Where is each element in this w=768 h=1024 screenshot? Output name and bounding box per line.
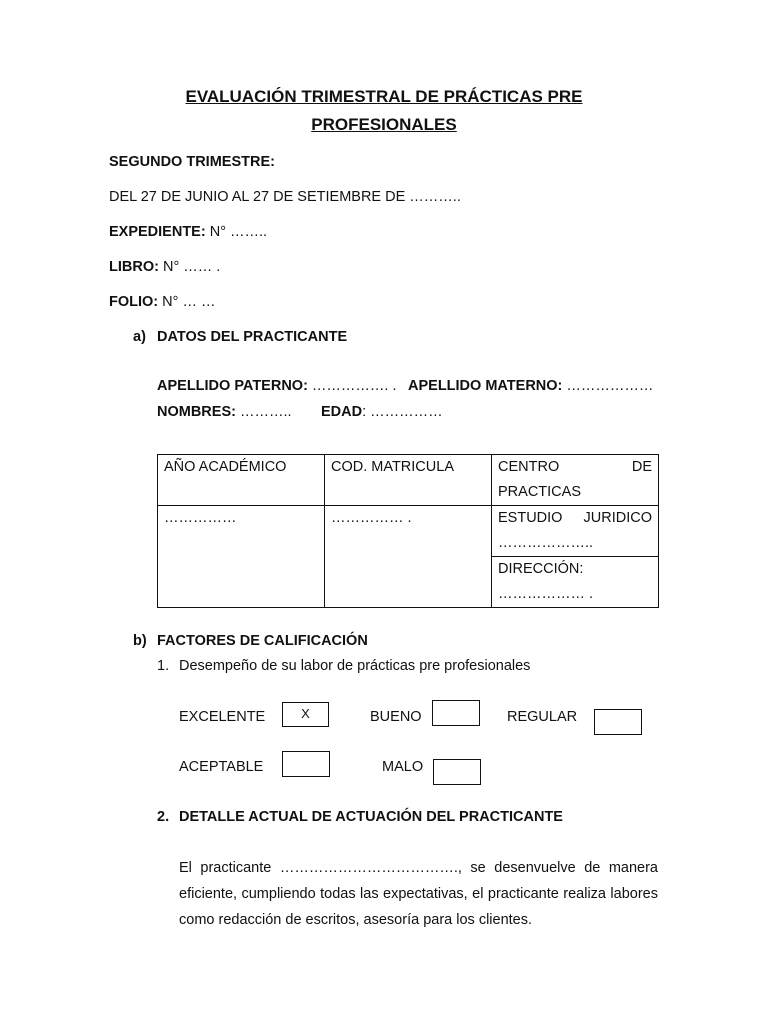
estudio-word: ESTUDIO (498, 510, 563, 526)
malo-label: MALO (382, 759, 424, 775)
item2-paragraph: El practicante ………………………………., se desenvuelve de manera eficiente, cumpliendo todas las expectativas, el practicante realiza labores como redacción de escritos, asesoría para los clientes. (179, 860, 658, 928)
libro-label: LIBRO: (109, 259, 159, 275)
section-b-marker: b) (133, 633, 147, 649)
practicas-word: PRACTICAS (498, 484, 581, 500)
apellido-materno-value: ……………… (562, 378, 654, 394)
item1-number: 1. (157, 658, 170, 674)
de-word: DE (631, 459, 652, 475)
direccion-cell (492, 557, 659, 608)
header-anio-academico: AÑO ACADÉMICO (158, 455, 325, 506)
folio-line (109, 294, 216, 310)
expediente-label: EXPEDIENTE: (109, 224, 206, 240)
apellido-paterno-label: APELLIDO PATERNO: (157, 378, 308, 394)
libro-value: N° …… . (158, 259, 221, 275)
item2-heading: DETALLE ACTUAL DE ACTUACIÓN DEL PRACTICANTE (179, 809, 563, 825)
edad-label: EDAD (321, 404, 363, 420)
expediente-value: N° …….. (205, 224, 268, 240)
juridico-word: JURIDICO (583, 510, 652, 526)
centro-word: CENTRO (498, 459, 560, 475)
trimestre-heading: SEGUNDO TRIMESTRE: (109, 154, 275, 170)
section-a-marker: a) (133, 329, 146, 345)
cod-value-cell: …………… . (325, 506, 492, 608)
malo-checkbox[interactable] (433, 759, 481, 785)
document-title-line2: PROFESIONALES (311, 115, 457, 134)
aceptable-checkbox[interactable] (282, 751, 330, 777)
regular-checkbox[interactable] (594, 709, 642, 735)
excelente-checkbox[interactable]: X (282, 702, 329, 727)
apellido-materno-label: APELLIDO MATERNO: (408, 378, 563, 394)
anio-value-cell: …………… (158, 506, 325, 608)
edad-value: : …………… (362, 404, 443, 420)
apellido-paterno-field (157, 378, 397, 394)
section-b-heading: FACTORES DE CALIFICACIÓN (157, 633, 368, 649)
table-row (158, 506, 659, 557)
item2-number: 2. (157, 809, 170, 825)
header-centro-practicas (492, 455, 659, 506)
bueno-label: BUENO (370, 709, 422, 725)
estudio-dots: ……………….. (498, 535, 594, 551)
section-a-heading: DATOS DEL PRACTICANTE (157, 329, 348, 345)
nombres-label: NOMBRES: (157, 404, 236, 420)
folio-label: FOLIO: (109, 294, 159, 310)
folio-value: N° … … (158, 294, 216, 310)
datos-practicante-table (157, 454, 659, 608)
bueno-checkbox[interactable] (432, 700, 480, 726)
apellido-paterno-value: ……………. . (307, 378, 397, 394)
aceptable-label: ACEPTABLE (179, 759, 264, 775)
item1-text: Desempeño de su labor de prácticas pre profesionales (179, 658, 531, 674)
libro-line (109, 259, 220, 275)
estudio-juridico-cell (492, 506, 659, 557)
nombres-value: ……….. (235, 404, 292, 420)
apellido-materno-field (408, 378, 653, 394)
regular-label: REGULAR (507, 709, 578, 725)
header-cod-matricula: COD. MATRICULA (325, 455, 492, 506)
table-header-row (158, 455, 659, 506)
edad-field (321, 404, 443, 420)
excelente-label: EXCELENTE (179, 709, 266, 725)
direccion-dots: ……………… . (498, 586, 594, 602)
periodo-fechas: DEL 27 DE JUNIO AL 27 DE SETIEMBRE DE ……….. (109, 189, 461, 205)
expediente-line (109, 224, 267, 240)
document-title-line1: EVALUACIÓN TRIMESTRAL DE PRÁCTICAS PRE (185, 87, 583, 106)
nombres-field (157, 404, 292, 420)
direccion-label: DIRECCIÓN: (498, 561, 584, 577)
